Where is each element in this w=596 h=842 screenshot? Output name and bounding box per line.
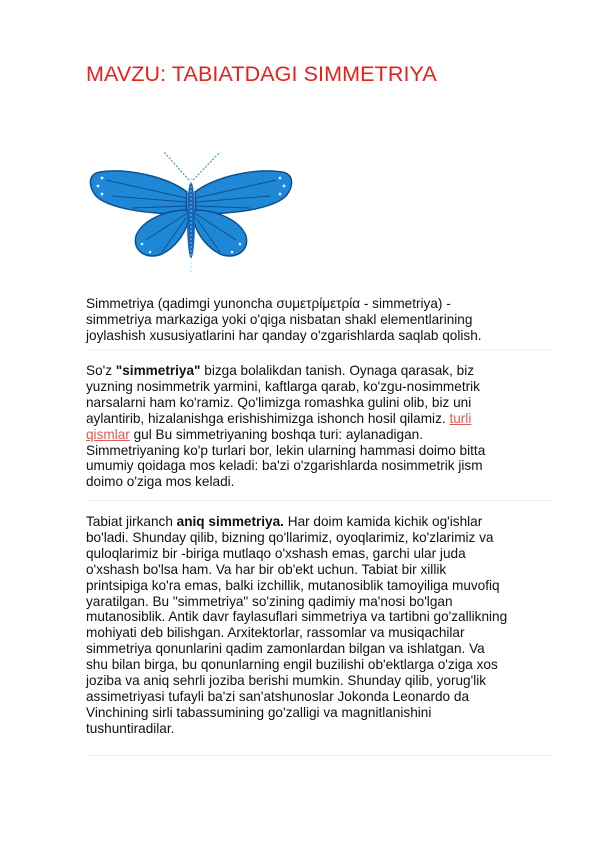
nature-paragraph <box>86 514 554 737</box>
p2-text-start: So'z <box>86 363 116 378</box>
p2-bold-term: "simmetriya" <box>115 363 201 378</box>
butterfly-icon <box>86 148 296 274</box>
turli-qismlar-link[interactable]: turli qismlar <box>86 410 472 442</box>
p3-text-rest: Har doim kamida kichik og'ishlar bo'ladi. Shunday qilib, bizning qo'llarimiz, oyoqlarimiz, ko'zlarimiz va quloqlarimiz bir -biriga mutlaqo o'xshash emas, garchi ular juda o'xshash bo'lsa ham. Va har bir ob'ekt uchun. Tabiat bir xillik printsipiga ko'ra emas, balki izchillik, mutanosiblik tamoyiliga muvofiq yaratilgan. Bu "simmetriya" so'zining qadimiy ma'nosi bo'lgan mutanosiblik. Antik davr faylasuflari simmetriya va tartibni go'zallikning mohiyati deb bilishgan. Arxitektorlar, rassomlar va musiqachilar simmetriya qonunlarini qadim zamonlardan bilgan va ishlatgan. Va shu bilan birga, bu qonunlarning engil buzilishi ob'ektlarga o'ziga xos joziba va aniq sehrli joziba berishi mumkin. Shunday qilib, yorug'lik assimetriyasi tufayli ba'zi san'atshunoslar Jokonda Leonardo da Vinchining sirli tabassumining go'zalligi va magnitlanishini tushuntiradilar. <box>86 514 508 736</box>
p3-bold-term: aniq simmetriya. <box>176 514 284 529</box>
paragraph-divider <box>86 349 554 350</box>
familiarity-paragraph <box>86 363 554 490</box>
p2-text-middle: bizga bolalikdan tanish. Oynaga qarasak, biz yuzning nosimmetrik yarmini, kaftlarga qarab, ko'zgu-nosimmetrik narsalarni ham ko'ramiz. Qo'limizga romashka gulini olib, biz uni aylantirib, hizalanishga erishishimizga ishonch hosil qilamiz. <box>86 363 480 426</box>
page-title: MAVZU: TABIATDAGI SIMMETRIYA <box>86 62 437 86</box>
paragraph-divider <box>86 755 554 756</box>
p3-text-start: Tabiat jirkanch <box>86 514 177 529</box>
p2-text-end: gul Bu simmetriyaning boshqa turi: aylanadigan. Simmetriyaning ko'p turlari bor, lekin ularning hammasi doimo bitta umumiy qoidaga mos keladi: ba'zi o'zgarishlarda nosimmetrik jism doimo o'ziga mos keladi. <box>86 426 486 490</box>
paragraph-divider <box>86 500 554 501</box>
definition-paragraph: Simmetriya (qadimgi yunoncha συμετρίμετρία - simmetriya) - simmetriya markaziga yoki o'qiga nisbatan shakl elementlarining joylashish xususiyatlarini har qanday o'zgarishlarda saqlab qolish. <box>86 296 482 343</box>
